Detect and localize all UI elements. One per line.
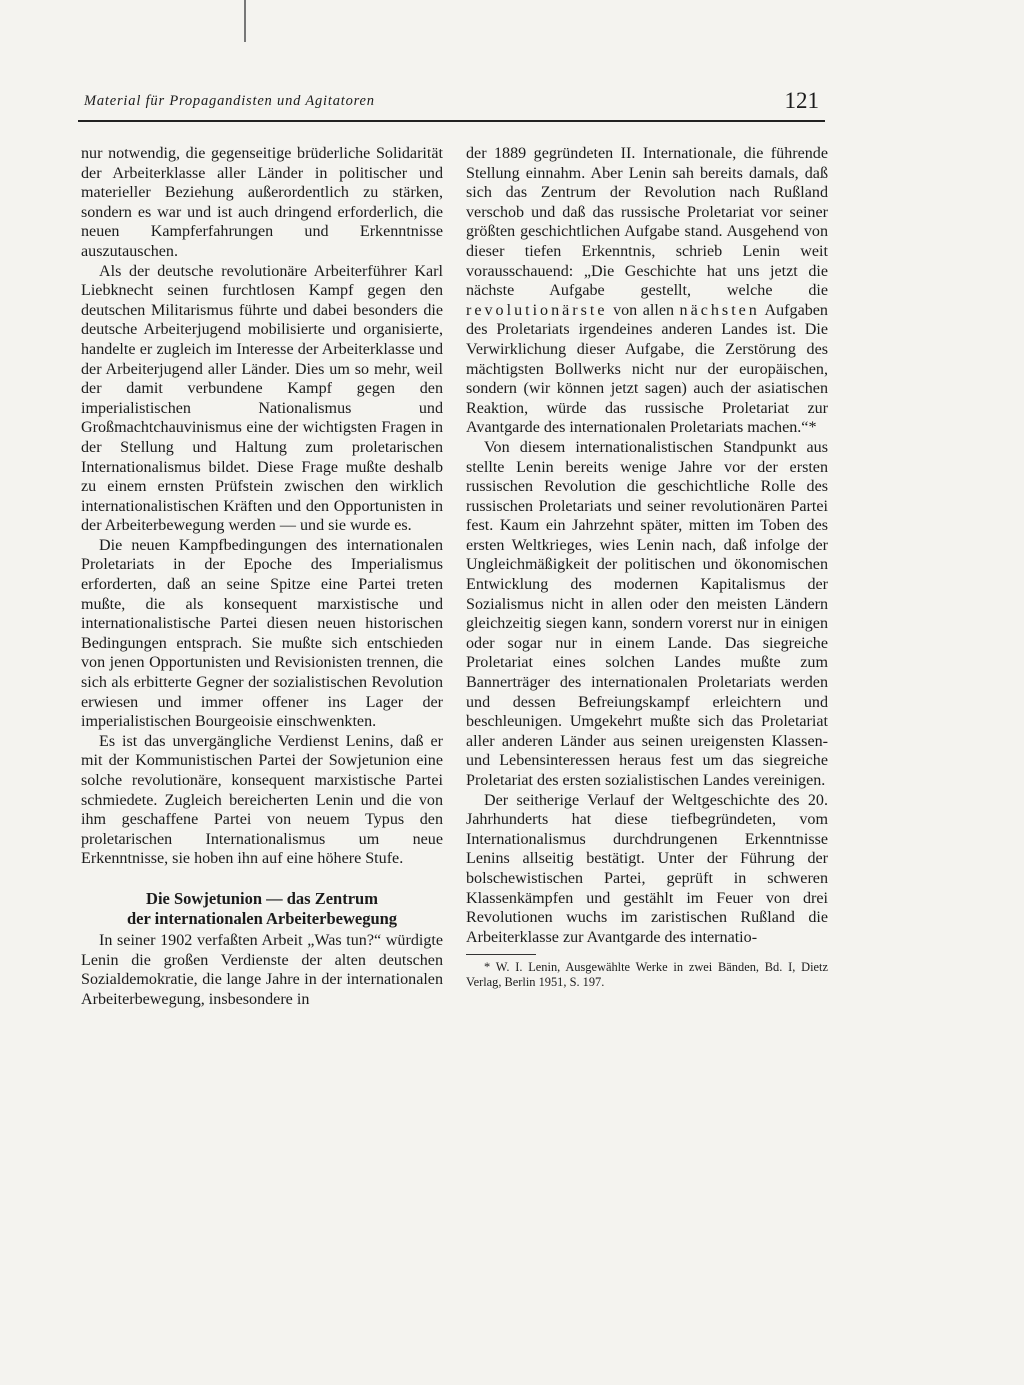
page-number: 121 [784, 88, 819, 113]
section-heading-line: Die Sowjetunion — das Zentrum [146, 888, 378, 908]
section-heading-line: der internationalen Arbeiterbewegung [126, 908, 398, 928]
footnote-rule [466, 954, 536, 955]
quote-text: Aufgaben des Proletariats irgendeines anderen Landes ist. Die Verwirklichung dieser Aufgabe, die Zerstörung des mächtigsten Bollwerks nicht nur der europäischen, sondern (wir können jetzt sagen) auch der asiatischen Reaktion, würde das russische Proletariat zur Avantgarde des internationalen Proletariats machen.“* [466, 301, 828, 437]
footnote: * W. I. Lenin, Ausgewählte Werke in zwei Bänden, Bd. I, Dietz Verlag, Berlin 1951, S. 197. [466, 960, 828, 990]
margin-mark [244, 0, 246, 42]
paragraph [466, 144, 828, 438]
paragraph: nur notwendig, die gegenseitige brüderliche Solidarität der Arbeiterklasse aller Länder in politischer und materieller Beziehung außerordentlich zu stärken, sondern es war und ist auch dringend erforderlich, die neuen Kampferfahrungen und Erkenntnisse auszutauschen. [81, 145, 443, 260]
emphasis-spaced: nächsten [679, 301, 760, 319]
header-rule [78, 120, 825, 122]
paragraph: Der seitherige Verlauf der Weltgeschichte des 20. Jahrhunderts hat diese tiefbegründeten, vom Internationalismus durchdrungenen Erkenntnisse Lenins allseitig bestätigt. Unter der Führung der bolschewistischen Partei, geprüft in schweren Klassenkämpfen und gestählt im Feuer von drei Revolutionen wuchs im zaristischen Rußland die Arbeiterklasse zur Avantgarde des internatio- [466, 791, 828, 946]
paragraph: Die neuen Kampfbedingungen des internationalen Proletariats in der Epoche des Imperialismus erforderten, daß an seine Spitze eine Partei treten mußte, die als konsequent marxistische und internationalistische Partei diesen neuen historischen Bedingungen entsprach. Sie mußte sich entschieden von jenen Opportunisten und Revisionisten trennen, die sich als erbitterte Gegner der sozialistischen Revolution erwiesen und immer offener ins Lager der imperialistischen Bourgeoisie einschwenkten. [81, 536, 443, 731]
running-title: Material für Propagandisten und Agitatoren [84, 93, 375, 109]
paragraph: Es ist das unvergängliche Verdienst Lenins, daß er mit der Kommunistischen Partei der Sowjetunion eine solche revolutionäre, konsequent marxistische Partei schmiedete. Zugleich bereicherten Lenin und die von ihm geschaffene Partei von neuem Typus den proletarischen Internationalismus um neue Erkenntnisse, sie hoben ihn auf eine höhere Stufe. [81, 732, 443, 868]
page-header [78, 90, 823, 118]
left-column [81, 144, 443, 1009]
paragraph: Von diesem internationalistischen Standpunkt aus stellte Lenin bereits wenige Jahre vor der ersten russischen Revolution die geschichtliche Rolle des russischen Proletariats und seiner revolutionären Partei fest. Kaum ein Jahrzehnt später, mitten im Toben des ersten Weltkrieges, wies Lenin nach, daß infolge der Ungleichmäßigkeit der politischen und ökonomischen Entwicklung des modernen Kapitalismus der Sozialismus nicht in allen oder den meisten Ländern gleichzeitig siegen kann, sondern vorerst nur in einigen oder sogar nur in einem Lande. Das siegreiche Proletariat eines solchen Landes mußte zum Bannerträger des internationalen Proletariats werden und dessen Befreiungskampf erleichtern und beschleunigen. Umgekehrt mußte sich das Proletariat aller anderen Länder aus seinen ureigensten Klassen- und Lebensinteressen heraus fest um das siegreiche Proletariat des ersten sozialistischen Landes vereinigen. [466, 438, 828, 789]
section-heading [81, 889, 443, 929]
quote-text: von allen [613, 301, 675, 319]
right-column [466, 144, 828, 990]
emphasis-spaced: revolutionärste [466, 301, 608, 319]
quote-text: der 1889 gegründeten II. Internationale, die führende Stellung einnahm. Aber Lenin sah bereits damals, daß sich das Zentrum der Revolution nach Rußland verschob und daß das russische Proletariat vor seiner größten geschichtlichen Aufgabe stand. Ausgehend von dieser tiefen Erkenntnis, schrieb Lenin weit vorausschauend: „Die Geschichte hat uns jetzt die nächste Aufgabe gestellt, welche die [466, 145, 828, 300]
paragraph: Als der deutsche revolutionäre Arbeiterführer Karl Liebknecht seinen furchtlosen Kampf gegen den deutschen Militarismus führte und dabei besonders die deutsche Arbeiterjugend mobilisierte und organisierte, handelte er zugleich im Interesse der Arbeiterklasse und der Arbeiterjugend aller Länder. Dies um so mehr, weil der damit verbundene Kampf gegen den imperialistischen Nationalismus und Großmachtchauvinismus eine der wichtigsten Fragen in der Stellung und Haltung zum proletarischen Internationalismus bildet. Diese Frage mußte deshalb zu einem ernsten Prüfstein zwischen den wirklich internationalistischen Kräften und den Opportunisten in der Arbeiterbewegung werden — und sie wurde es. [81, 262, 443, 535]
paragraph: In seiner 1902 verfaßten Arbeit „Was tun?“ würdigte Lenin die großen Verdienste der alten deutschen Sozialdemokratie, die lange Jahre in der internationalen Arbeiterbewegung, insbesondere in [81, 931, 443, 1008]
